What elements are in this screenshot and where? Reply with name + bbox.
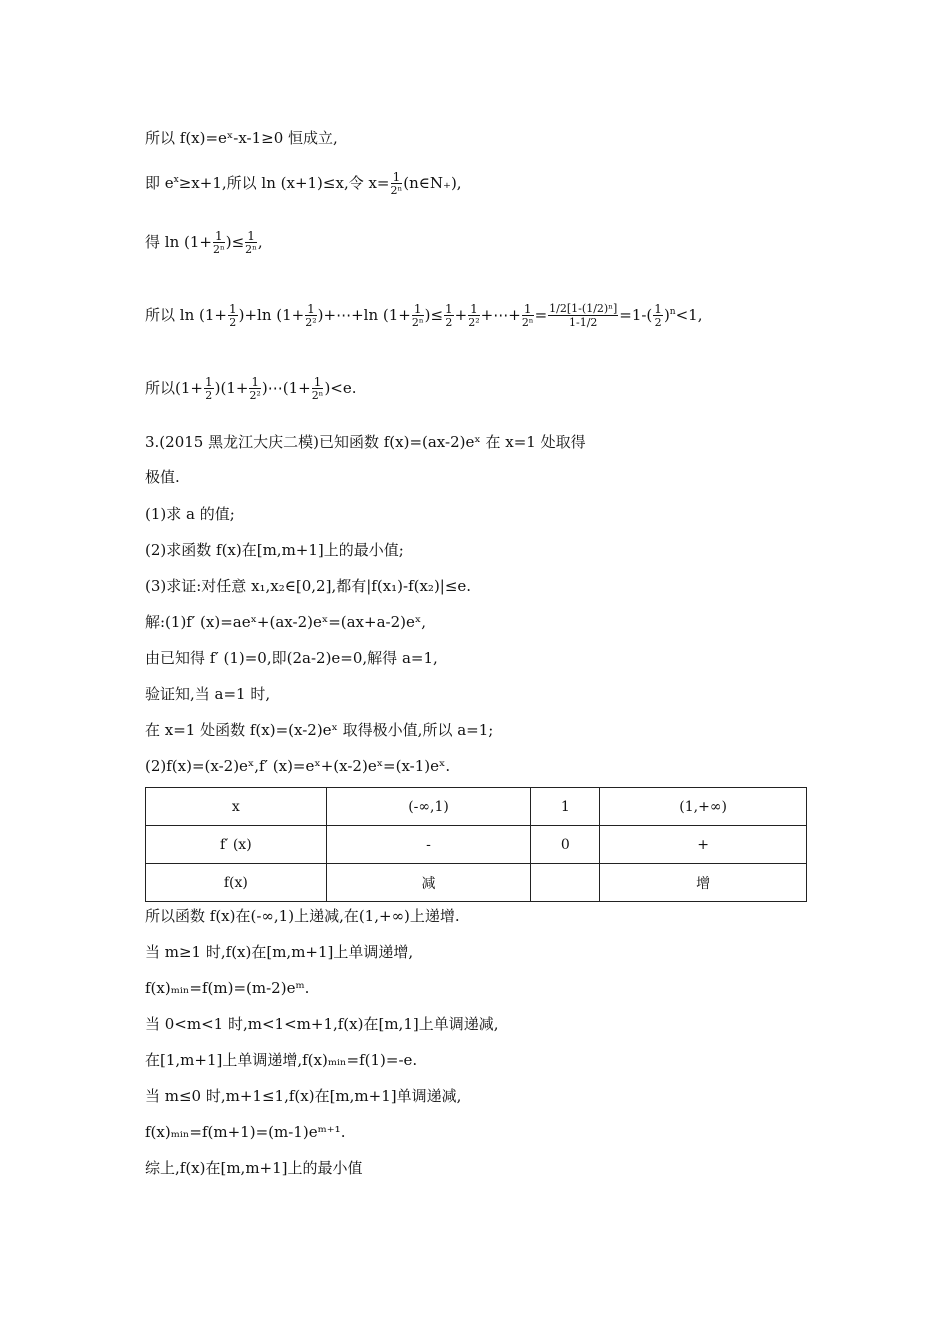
table-cell: 减 [326, 864, 531, 902]
fraction: $\frac{1}{2}$ [654, 302, 662, 329]
solution-line-5: (2)f(x)=(x-2)eˣ,f′ (x)=eˣ+(x-2)eˣ=(x-1)eˣ. [145, 757, 451, 775]
solution-line-1: 解:(1)f′ (x)=aeˣ+(ax-2)eˣ=(ax+a-2)eˣ, [145, 613, 426, 631]
fraction: $\frac{1}{\text{2²}}$ [468, 302, 480, 329]
solution-line-3: 验证知,当 a=1 时, [145, 685, 271, 703]
fraction: $\frac{1}{2}$ [445, 302, 453, 329]
table-cell: 1 [531, 788, 600, 826]
text-line: 在[1,m+1]上单调递增,f(x)ₘᵢₙ=f(1)=-e. [145, 1051, 418, 1069]
table-cell: (1,+∞) [600, 788, 807, 826]
table-row [146, 864, 807, 902]
table-row [146, 788, 807, 826]
solution-line-2: 由已知得 f′ (1)=0,即(2a-2)e=0,解得 a=1, [145, 649, 438, 667]
solution-line-4: 在 x=1 处函数 f(x)=(x-2)eˣ 取得极小值,所以 a=1; [145, 721, 494, 739]
line-2: 即 $e^x\ge x+1$,所以 ln (x+1)≤x,令 x= $\frac{1}{\text{2ⁿ}}$ (n∈N₊), [145, 170, 462, 197]
fraction: $\frac{1}{\text{2ⁿ}}$ [212, 229, 225, 256]
question-3: (3)求证:对任意 x₁,x₂∈[0,2],都有|f(x₁)-f(x₂)|≤e. [145, 577, 472, 595]
geometric-sum-fraction: $\frac{\text{1/2[1-(1/2)ⁿ]}}{1-1/2}$ [549, 302, 618, 329]
table-cell: (-∞,1) [326, 788, 531, 826]
line-5: 所以(1+ $\frac{1}{2}$ )(1+ $\frac{1}{\text{2²}}$ )⋯(1+ $\frac{1}{\text{2ⁿ}}$ )<e. [145, 375, 357, 402]
table-cell: f′ (x) [146, 826, 327, 864]
table-cell: - [326, 826, 531, 864]
fraction: $\frac{1}{\text{2²}}$ [249, 375, 261, 402]
fraction: $\frac{1}{\text{2ⁿ}}$ [245, 229, 257, 256]
problem-3-line-2: 极值. [145, 468, 180, 486]
table-cell [531, 864, 600, 902]
text-line: 当 0<m<1 时,m<1<m+1,f(x)在[m,1]上单调递减, [145, 1015, 499, 1033]
fraction: $\frac{1}{\text{2ⁿ}}$ [411, 302, 424, 329]
line-4: 所以 ln (1+ $\frac{1}{2}$ )+ln (1+ $\frac{1}{\text{2²}}$ )+⋯+ln (1+ $\frac{1}{\text{2ⁿ}}$ )≤ $\frac{1}{2}$ + $\frac{1}{\text{2²}}$ +⋯+ $\frac{1}{\text{2ⁿ}}$ = $\frac{\text{1/2[1-(1/2)ⁿ]}}{1-1/2}$ =1-( $\frac{1}{2}$ )$^n$<1, [145, 302, 703, 329]
table-cell: + [600, 826, 807, 864]
text-line: 当 m≥1 时,f(x)在[m,m+1]上单调递增, [145, 943, 414, 961]
text-line: f(x)ₘᵢₙ=f(m+1)=(m-1)eᵐ⁺¹. [145, 1123, 346, 1141]
monotonicity-table [145, 787, 807, 902]
fraction: $\frac{1}{\text{2ⁿ}}$ [311, 375, 324, 402]
text-line: f(x)ₘᵢₙ=f(m)=(m-2)eᵐ. [145, 979, 310, 997]
fraction: $\frac{1}{2}$ [204, 375, 213, 402]
fraction: $\frac{1}{2}$ [228, 302, 237, 329]
table-cell: 增 [600, 864, 807, 902]
text-line: 当 m≤0 时,m+1≤1,f(x)在[m,m+1]单调递减, [145, 1087, 462, 1105]
problem-3-line-1: 3.(2015 黑龙江大庆二模)已知函数 f(x)=(ax-2)eˣ 在 x=1 处取得 [145, 433, 586, 451]
table-cell: x [146, 788, 327, 826]
question-2: (2)求函数 f(x)在[m,m+1]上的最小值; [145, 541, 404, 559]
line-1: 所以 f(x)=eˣ-x-1≥0 恒成立, [145, 129, 338, 147]
fraction: $\frac{1}{\text{2ⁿ}}$ [390, 170, 403, 197]
table-cell: 0 [531, 826, 600, 864]
text-line: 所以函数 f(x)在(-∞,1)上递减,在(1,+∞)上递增. [145, 907, 460, 925]
table-row [146, 826, 807, 864]
text-line: 综上,f(x)在[m,m+1]上的最小值 [145, 1159, 363, 1177]
question-1: (1)求 a 的值; [145, 505, 235, 523]
fraction: $\frac{1}{\text{2ⁿ}}$ [521, 302, 534, 329]
line-3: 得 ln (1+ $\frac{1}{\text{2ⁿ}}$ )≤ $\frac{1}{\text{2ⁿ}}$ , [145, 229, 263, 256]
table-cell: f(x) [146, 864, 327, 902]
fraction: $\frac{1}{\text{2²}}$ [305, 302, 317, 329]
